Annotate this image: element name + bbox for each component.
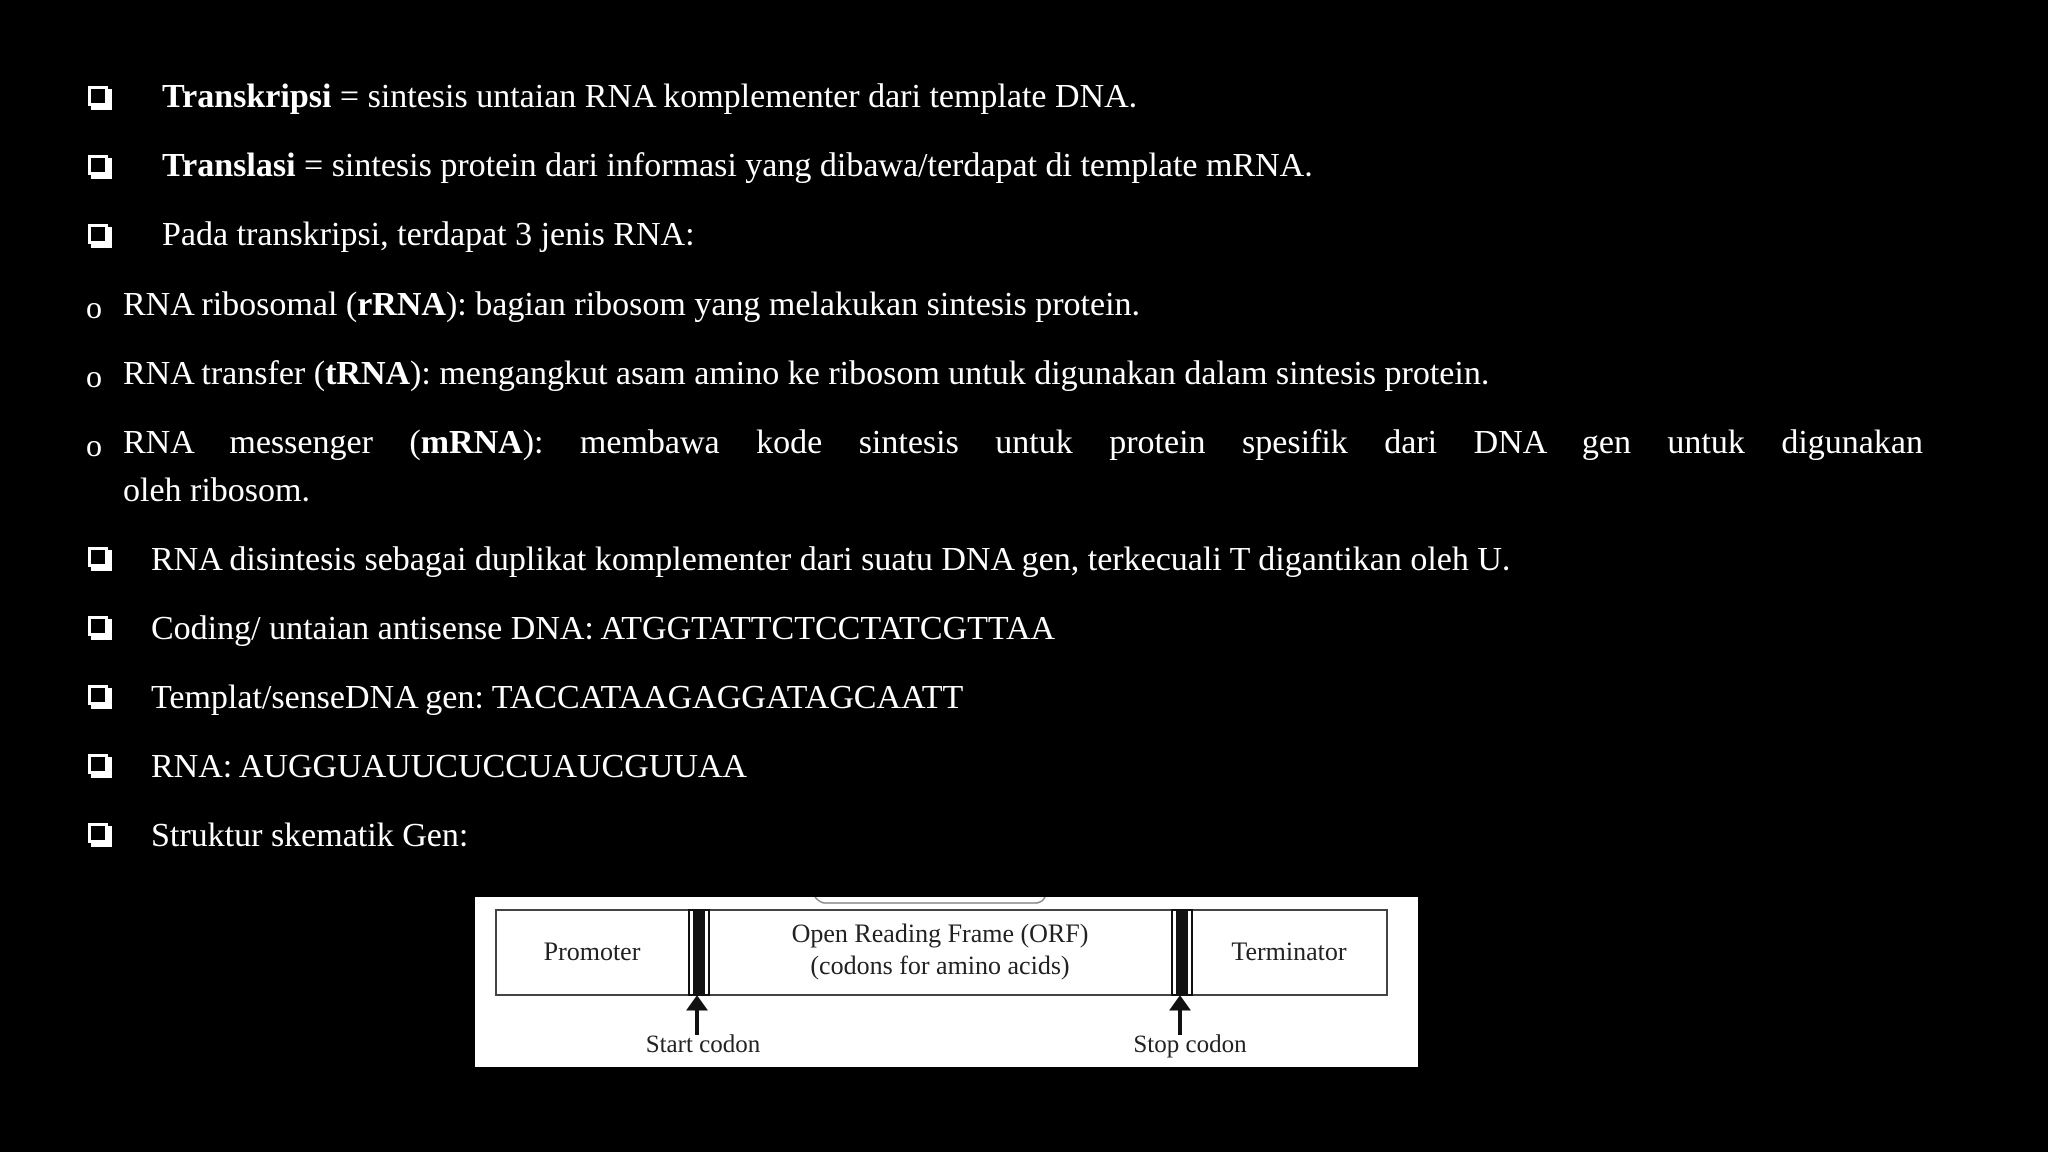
subbullet-trna: [123, 350, 1489, 398]
circle-bullet-icon: o: [86, 427, 102, 463]
checkbox-bullet-icon: [88, 155, 108, 175]
rrna-pre: RNA ribosomal (: [123, 286, 358, 323]
bullet-templat-dna: Templat/senseDNA gen: TACCATAAGAGGATAGCAATT: [151, 679, 964, 716]
definition-transkripsi: = sintesis untaian RNA komplementer dari template DNA.: [331, 78, 1138, 115]
checkbox-bullet-icon: [88, 224, 108, 244]
mrna-pre: RNA messenger (: [123, 424, 421, 461]
trna-post: ): mengangkut asam amino ke ribosom untuk digunakan dalam sintesis protein.: [410, 355, 1490, 392]
trna-pre: RNA transfer (: [123, 355, 326, 392]
checkbox-bullet-icon: [88, 616, 108, 636]
bullet-jenis-rna: Pada transkripsi, terdapat 3 jenis RNA:: [162, 216, 695, 253]
start-codon-label: Start codon: [645, 1031, 761, 1058]
subbullet-mrna-continuation: oleh ribosom.: [123, 472, 310, 509]
orf-label: Open Reading Frame (ORF): [791, 919, 1089, 948]
bullet-rna-sequence: RNA: AUGGUAUUCUCCUAUCGUUAA: [151, 748, 747, 785]
subbullet-mrna: [123, 419, 1923, 467]
bullet-struktur-gen: Struktur skematik Gen:: [151, 817, 469, 854]
mrna-post: ): membawa kode sintesis untuk protein spesifik dari DNA gen untuk digunakan: [522, 424, 1923, 461]
term-translasi: Translasi: [162, 147, 296, 184]
checkbox-bullet-icon: [88, 86, 108, 106]
stop-codon-label: Stop codon: [1133, 1031, 1247, 1058]
gene-structure-diagram: [475, 897, 1418, 1067]
definition-translasi: = sintesis protein dari informasi yang dibawa/terdapat di template mRNA.: [295, 147, 1313, 184]
terminator-label: Terminator: [1231, 937, 1347, 966]
term-trna: tRNA: [325, 355, 411, 392]
bullet-translasi: [162, 142, 1313, 190]
term-transkripsi: Transkripsi: [162, 78, 332, 115]
term-mrna: mRNA: [420, 424, 523, 461]
checkbox-bullet-icon: [88, 547, 108, 567]
stop-codon-arrow-icon: [1170, 996, 1190, 1035]
promoter-label: Promoter: [543, 937, 641, 966]
checkbox-bullet-icon: [88, 823, 108, 843]
rrna-post: ): bagian ribosom yang melakukan sintesis protein.: [445, 286, 1141, 323]
orf-sublabel: (codons for amino acids): [810, 951, 1070, 980]
bullet-transkripsi: [162, 73, 1137, 121]
circle-bullet-icon: o: [86, 289, 102, 325]
circle-bullet-icon: o: [86, 358, 102, 394]
checkbox-bullet-icon: [88, 754, 108, 774]
term-rrna: rRNA: [357, 286, 446, 323]
checkbox-bullet-icon: [88, 685, 108, 705]
bullet-coding-dna: Coding/ untaian antisense DNA: ATGGTATTCTCCTATCGTTAA: [151, 610, 1056, 647]
start-codon-arrow-icon: [687, 996, 707, 1035]
subbullet-rrna: [123, 281, 1140, 329]
bullet-rna-duplikat: RNA disintesis sebagai duplikat komplementer dari suatu DNA gen, terkecuali T digantikan oleh U.: [151, 541, 1511, 578]
